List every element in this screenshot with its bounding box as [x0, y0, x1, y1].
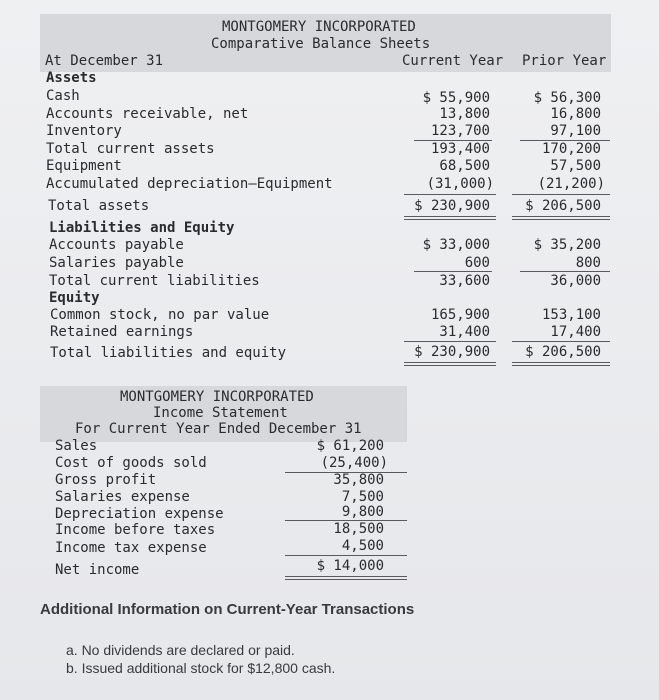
bs-title: Comparative Balance Sheets [211, 36, 431, 52]
is-row-label: Gross profit [55, 472, 157, 488]
row-label: Accounts receivable, net [46, 106, 249, 122]
total-rule [512, 194, 610, 195]
double-rule [512, 219, 610, 220]
is-row-label: Income tax expense [55, 540, 207, 556]
double-rule [404, 216, 496, 217]
current-value: 13,800 [439, 106, 490, 122]
current-value: 68,500 [439, 158, 490, 174]
is-value: $ 61,200 [316, 438, 384, 454]
prior-value: 17,400 [550, 324, 601, 340]
subtotal-rule [520, 271, 610, 272]
prior-value: 97,100 [550, 123, 601, 139]
double-rule [512, 216, 610, 217]
is-row-label: Net income [55, 562, 140, 578]
bs-company: MONTGOMERY INCORPORATED [222, 19, 416, 35]
col-current-year: Current Year [402, 53, 504, 69]
is-value: 18,500 [333, 521, 384, 537]
row-label: Common stock, no par value [50, 307, 270, 323]
current-value: 31,400 [439, 324, 490, 340]
row-label: Salaries payable [49, 255, 184, 271]
is-row-label: Cost of goods sold [55, 455, 207, 471]
current-value: 123,700 [430, 123, 490, 139]
is-row-label: Salaries expense [55, 489, 190, 505]
prior-value: 170,200 [541, 141, 601, 157]
current-value: $ 230,900 [414, 344, 490, 360]
prior-value: $ 206,500 [525, 198, 601, 214]
row-label: Cash [46, 88, 80, 104]
double-rule [285, 576, 407, 577]
prior-value: 16,800 [550, 106, 601, 122]
prior-value: (21,200) [537, 176, 605, 192]
row-label: Total current assets [46, 141, 215, 157]
is-row-label: Income before taxes [55, 522, 216, 538]
row-label: Total assets [48, 198, 150, 214]
additional-item: a. No dividends are declared or paid. [66, 642, 295, 658]
subtotal-rule [285, 555, 407, 556]
current-value: $ 33,000 [422, 237, 490, 253]
row-label: Equipment [46, 158, 122, 174]
is-period: For Current Year Ended December 31 [75, 421, 362, 437]
current-value: 165,900 [430, 307, 490, 323]
liabilities-heading: Liabilities and Equity [49, 220, 235, 236]
assets-heading: Assets [46, 70, 97, 86]
equity-heading: Equity [49, 290, 100, 306]
is-company: MONTGOMERY INCORPORATED [120, 389, 314, 405]
prior-value: 57,500 [550, 158, 601, 174]
current-value: 33,600 [439, 273, 490, 289]
current-value: $ 230,900 [414, 198, 490, 214]
row-label: Inventory [46, 123, 122, 139]
total-rule [404, 194, 496, 195]
total-rule [512, 341, 610, 342]
prior-value: 153,100 [541, 307, 601, 323]
total-rule [404, 341, 496, 342]
prior-value: 800 [575, 255, 601, 271]
is-value: 4,500 [341, 538, 384, 554]
is-row-label: Sales [55, 438, 98, 454]
is-value: $ 14,000 [316, 558, 384, 574]
row-label: Accumulated depreciation—Equipment [46, 176, 333, 192]
double-rule [512, 362, 610, 363]
is-value: (25,400) [320, 455, 388, 471]
current-value: (31,000) [426, 176, 494, 192]
is-value: 35,800 [333, 472, 384, 488]
double-rule [404, 365, 496, 366]
current-value: $ 55,900 [422, 90, 490, 106]
double-rule [404, 362, 496, 363]
row-label: Total liabilities and equity [50, 345, 287, 361]
prior-value: 36,000 [550, 273, 601, 289]
prior-value: $ 56,300 [533, 90, 601, 106]
additional-item: b. Issued additional stock for $12,800 cash. [66, 660, 336, 676]
col-prior-year: Prior Year [522, 53, 607, 69]
additional-info-heading: Additional Information on Current-Year Transactions [40, 601, 415, 618]
is-title: Income Statement [153, 405, 288, 421]
prior-value: $ 35,200 [533, 237, 601, 253]
double-rule [404, 219, 496, 220]
bs-date-label: At December 31 [45, 53, 164, 69]
double-rule [285, 579, 407, 580]
row-label: Retained earnings [50, 324, 194, 340]
is-value: 7,500 [341, 489, 384, 505]
subtotal-rule [414, 271, 492, 272]
row-label: Total current liabilities [49, 273, 260, 289]
row-label: Accounts payable [49, 237, 184, 253]
double-rule [512, 365, 610, 366]
prior-value: $ 206,500 [525, 344, 601, 360]
is-value: 9,800 [341, 504, 384, 520]
current-value: 600 [464, 255, 490, 271]
current-value: 193,400 [430, 141, 490, 157]
is-row-label: Depreciation expense [55, 506, 224, 522]
